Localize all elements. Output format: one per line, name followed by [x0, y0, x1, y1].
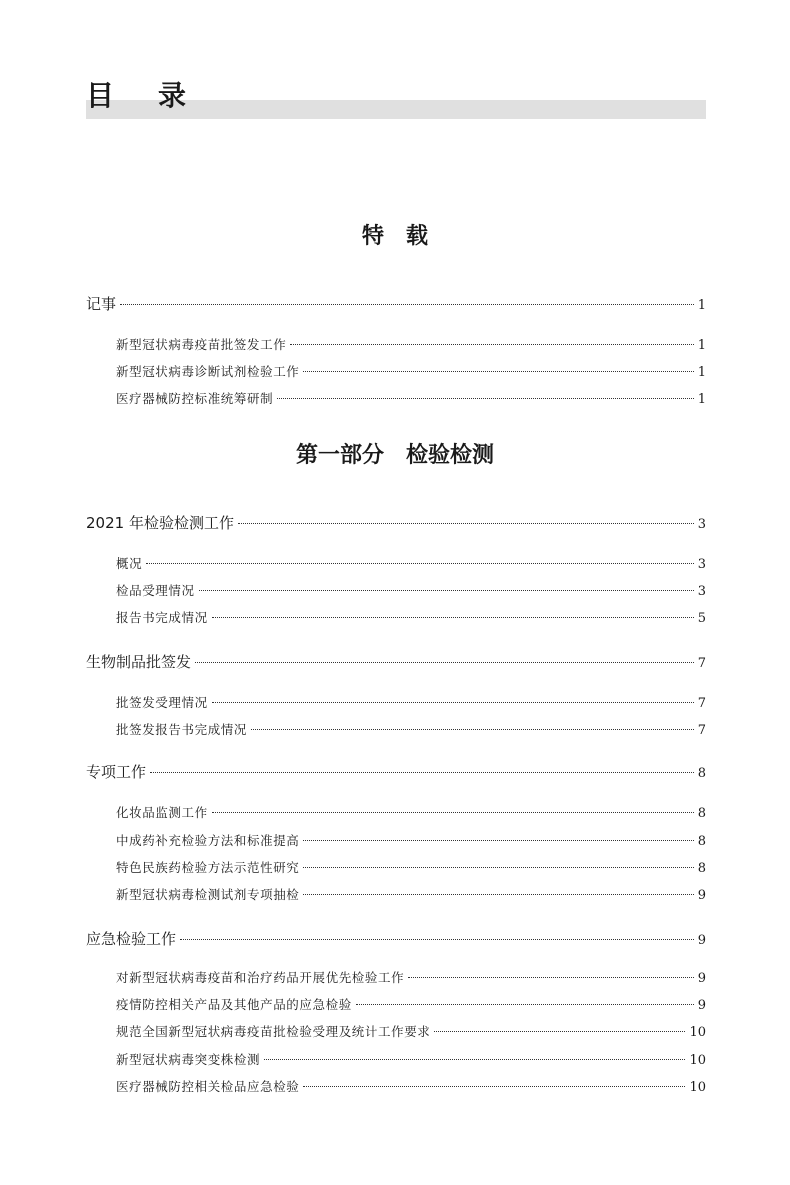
toc-page-number: 7	[697, 656, 706, 671]
toc-entry-label: 生物制品批签发	[86, 653, 192, 671]
toc-page-number: 8	[697, 806, 706, 821]
toc-entry-label: 新型冠状病毒诊断试剂检验工作	[116, 364, 300, 379]
toc-entry-subsection[interactable]	[86, 363, 706, 382]
toc-entry-subsection[interactable]	[86, 555, 706, 574]
toc-entry-section[interactable]	[86, 513, 706, 535]
toc-page-number: 8	[697, 766, 706, 781]
toc-entry-label: 规范全国新型冠状病毒疫苗批检验受理及统计工作要求	[116, 1024, 431, 1039]
toc-entry-subsection[interactable]	[86, 804, 706, 823]
dot-leader	[303, 1086, 685, 1087]
dot-leader	[146, 563, 694, 564]
toc-entry-subsection[interactable]	[86, 721, 706, 740]
toc-entry-subsection[interactable]	[86, 390, 706, 409]
page-title: 目 录	[86, 79, 195, 112]
toc-page-number: 9	[697, 998, 706, 1013]
dot-leader	[251, 729, 694, 730]
toc-entry-subsection[interactable]	[86, 1023, 706, 1042]
dot-leader	[277, 398, 694, 399]
toc-entry-section[interactable]	[86, 929, 706, 951]
toc-page-number: 7	[697, 696, 706, 711]
dot-leader	[408, 977, 694, 978]
toc-entry-subsection[interactable]	[86, 996, 706, 1015]
toc-page-number: 5	[697, 611, 706, 626]
toc-page-number: 8	[697, 861, 706, 876]
toc-entry-label: 新型冠状病毒疫苗批签发工作	[116, 337, 287, 352]
toc-entry-label: 医疗器械防控标准统筹研制	[116, 391, 274, 406]
part-heading-part-one: 第一部分 检验检测	[295, 442, 494, 468]
dot-leader	[195, 662, 694, 663]
dot-leader	[303, 867, 693, 868]
toc-page-number: 10	[689, 1080, 706, 1095]
dot-leader	[180, 939, 694, 940]
toc-page-number: 10	[689, 1053, 706, 1068]
toc-entry-label: 疫情防控相关产品及其他产品的应急检验	[116, 997, 352, 1012]
toc-entry-label: 医疗器械防控相关检品应急检验	[116, 1079, 300, 1094]
toc-entry-label: 对新型冠状病毒疫苗和治疗药品开展优先检验工作	[116, 970, 405, 985]
toc-entry-subsection[interactable]	[86, 609, 706, 628]
toc-entry-label: 2021 年检验检测工作	[86, 514, 234, 532]
toc-page-number: 3	[697, 584, 706, 599]
toc-page-number: 1	[697, 298, 706, 313]
toc-page-number: 10	[689, 1025, 706, 1040]
dot-leader	[290, 344, 693, 345]
dot-leader	[303, 840, 693, 841]
toc-page-number: 3	[697, 517, 706, 532]
dot-leader	[212, 617, 694, 618]
toc-page-number: 1	[697, 392, 706, 407]
toc-page-number: 1	[697, 338, 706, 353]
toc-entry-label: 新型冠状病毒突变株检测	[116, 1052, 261, 1067]
toc-page-number: 1	[697, 365, 706, 380]
toc-page-number: 9	[697, 971, 706, 986]
toc-entry-subsection[interactable]	[86, 859, 706, 878]
toc-entry-label: 中成药补充检验方法和标准提高	[116, 833, 300, 848]
dot-leader	[212, 702, 694, 703]
dot-leader	[356, 1004, 694, 1005]
toc-page-number: 3	[697, 557, 706, 572]
toc-page-number: 9	[697, 933, 706, 948]
toc-entry-subsection[interactable]	[86, 886, 706, 905]
toc-page-number: 9	[697, 888, 706, 903]
toc-entry-subsection[interactable]	[86, 1078, 706, 1097]
toc-entry-label: 专项工作	[86, 763, 147, 781]
dot-leader	[150, 772, 694, 773]
toc-entry-subsection[interactable]	[86, 336, 706, 355]
toc-entry-label: 记事	[86, 295, 117, 313]
toc-entry-subsection[interactable]	[86, 1051, 706, 1070]
toc-entry-subsection[interactable]	[86, 694, 706, 713]
toc-entry-section[interactable]	[86, 294, 706, 316]
toc-entry-section[interactable]	[86, 762, 706, 784]
dot-leader	[303, 894, 693, 895]
toc-page-number: 7	[697, 723, 706, 738]
toc-entry-subsection[interactable]	[86, 832, 706, 851]
toc-entry-label: 化妆品监测工作	[116, 805, 208, 820]
part-heading-special: 特 载	[361, 223, 428, 249]
toc-entry-label: 概况	[116, 556, 143, 571]
dot-leader	[303, 371, 693, 372]
toc-entry-label: 特色民族药检验方法示范性研究	[116, 860, 300, 875]
toc-entry-label: 检品受理情况	[116, 583, 195, 598]
toc-entry-subsection[interactable]	[86, 969, 706, 988]
dot-leader	[264, 1059, 685, 1060]
toc-entry-label: 应急检验工作	[86, 930, 177, 948]
toc-entry-label: 批签发受理情况	[116, 695, 208, 710]
toc-entry-label: 报告书完成情况	[116, 610, 208, 625]
dot-leader	[199, 590, 694, 591]
toc-entry-label: 新型冠状病毒检测试剂专项抽检	[116, 887, 300, 902]
dot-leader	[120, 304, 694, 305]
toc-entry-label: 批签发报告书完成情况	[116, 722, 248, 737]
toc-entry-subsection[interactable]	[86, 582, 706, 601]
toc-page-number: 8	[697, 834, 706, 849]
dot-leader	[238, 523, 694, 524]
dot-leader	[212, 812, 694, 813]
toc-entry-section[interactable]	[86, 652, 706, 674]
dot-leader	[434, 1031, 685, 1032]
